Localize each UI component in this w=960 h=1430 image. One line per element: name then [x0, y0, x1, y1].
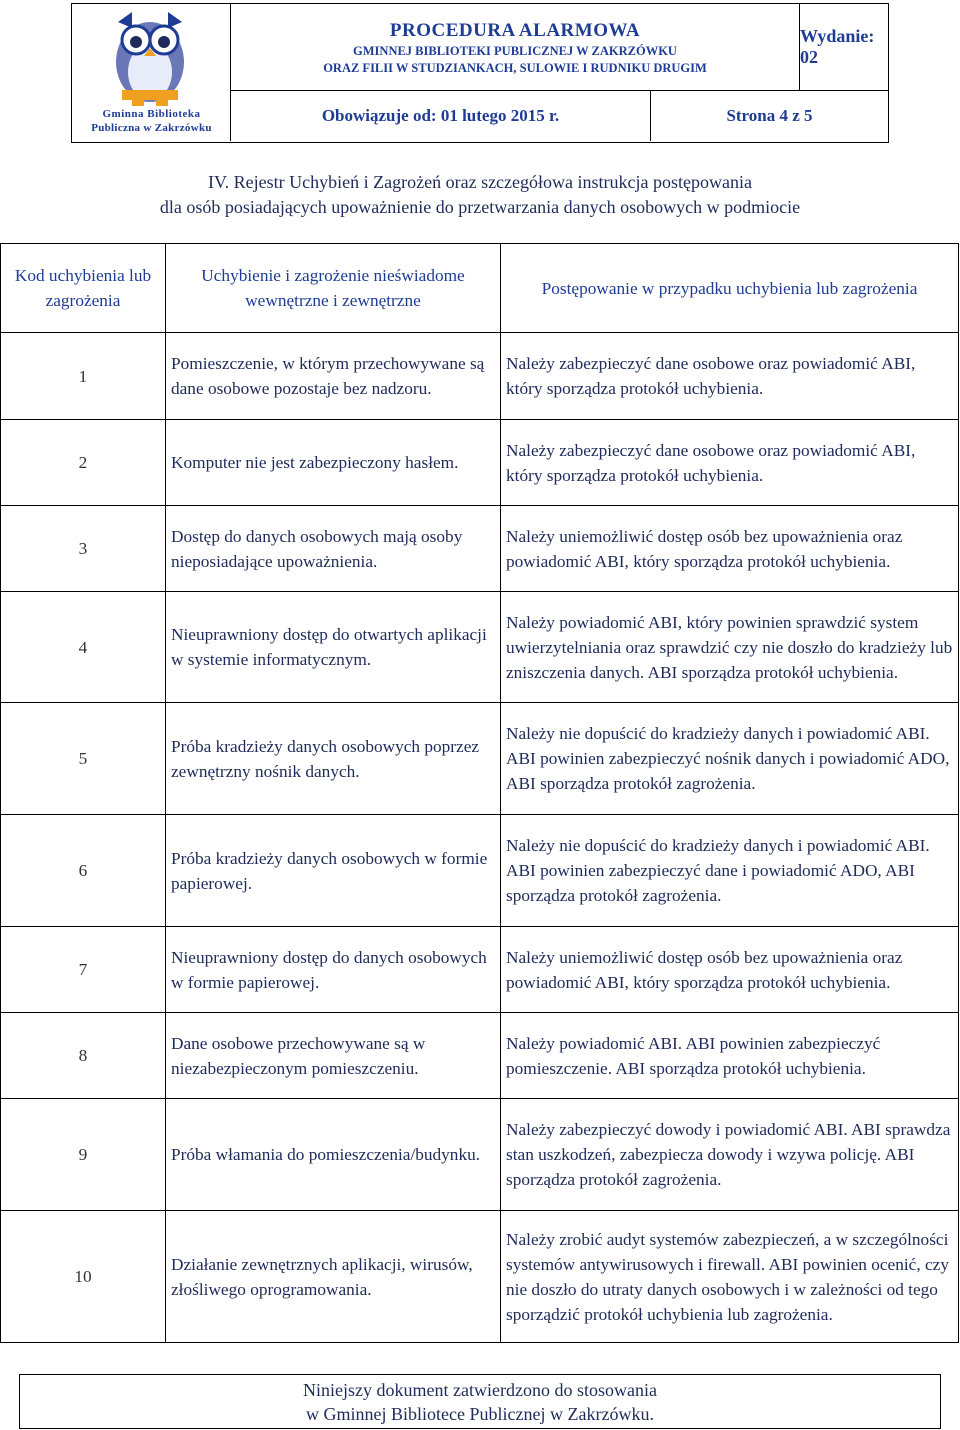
document-subtitle-1: GMINNEJ BIBLIOTEKI PUBLICZNEJ W ZAKRZÓWKU [353, 44, 677, 58]
row-description: Pomieszczenie, w którym przechowywane są dane osobowe pozostaje bez nadzoru. [166, 333, 501, 420]
approval-footer [19, 1374, 941, 1429]
row-description: Dane osobowe przechowywane są w niezabezpieczonym pomieszczeniu. [166, 1013, 501, 1099]
document-title: PROCEDURA ALARMOWA [389, 20, 641, 41]
table-header-row [1, 244, 959, 333]
row-description: Próba włamania do pomieszczenia/budynku. [166, 1099, 501, 1211]
row-action: Należy nie dopuścić do kradzieży danych i powiadomić ABI. ABI powinien zabezpieczyć nośnik danych i powiadomić ADO, ABI sporządza protokół zagrożenia. [501, 703, 959, 815]
row-description: Próba kradzieży danych osobowych poprzez zewnętrzny nośnik danych. [166, 703, 501, 815]
row-code: 2 [1, 420, 166, 506]
header-action: Postępowanie w przypadku uchybienia lub zagrożenia [501, 244, 959, 333]
header-description: Uchybienie i zagrożenie nieświadome wewnętrzne i zewnętrzne [166, 244, 501, 333]
page-number-cell [651, 91, 888, 141]
row-action: Należy uniemożliwić dostęp osób bez upoważnienia oraz powiadomić ABI, który sporządza protokół uchybienia. [501, 927, 959, 1013]
table-row [1, 1099, 959, 1211]
row-action: Należy zabezpieczyć dowody i powiadomić ABI. ABI sprawdza stan uszkodzeń, zabezpiecza dowody i wzywa policję. ABI sporządza protokół zagrożenia. [501, 1099, 959, 1211]
row-action: Należy zabezpieczyć dane osobowe oraz powiadomić ABI, który sporządza protokół uchybienia. [501, 333, 959, 420]
library-logo [72, 4, 231, 141]
row-description: Działanie zewnętrznych aplikacji, wirusów, złośliwego oprogramowania. [166, 1211, 501, 1343]
owl-logo-icon [72, 4, 229, 108]
table-row [1, 420, 959, 506]
valid-from-label: Obowiązuje od: 01 lutego 2015 r. [321, 106, 560, 125]
row-code: 7 [1, 927, 166, 1013]
row-code: 8 [1, 1013, 166, 1099]
row-code: 4 [1, 592, 166, 703]
incident-register-table [0, 243, 959, 1343]
row-action: Należy nie dopuścić do kradzieży danych i powiadomić ABI. ABI powinien zabezpieczyć dane i powiadomić ADO, ABI sporządza protokół zagrożenia. [501, 815, 959, 927]
row-code: 5 [1, 703, 166, 815]
section-heading-line2: dla osób posiadających upoważnienie do przetwarzania danych osobowych w podmiocie [159, 197, 801, 217]
table-row [1, 703, 959, 815]
row-description: Dostęp do danych osobowych mają osoby nieposiadające upoważnienia. [166, 506, 501, 592]
document-header [71, 3, 889, 143]
table-row [1, 1211, 959, 1343]
valid-from-cell [231, 91, 651, 141]
edition-label: Wydanie: 02 [800, 26, 875, 67]
table-row [1, 592, 959, 703]
row-code: 9 [1, 1099, 166, 1211]
row-action: Należy powiadomić ABI. ABI powinien zabezpieczyć pomieszczenie. ABI sporządza protokół uchybienia. [501, 1013, 959, 1099]
page-number-label: Strona 4 z 5 [726, 106, 813, 125]
footer-line1: Niniejszy dokument zatwierdzono do stosowania [303, 1380, 657, 1400]
row-description: Komputer nie jest zabezpieczony hasłem. [166, 420, 501, 506]
logo-text-line1: Gminna Biblioteka [102, 108, 201, 120]
section-heading-line1: IV. Rejestr Uchybień i Zagrożeń oraz szczegółowa instrukcja postępowania [208, 172, 752, 192]
section-heading [0, 170, 960, 220]
table-row [1, 1013, 959, 1099]
header-code: Kod uchybienia lub zagrożenia [1, 244, 166, 333]
row-description: Nieuprawniony dostęp do otwartych aplikacji w systemie informatycznym. [166, 592, 501, 703]
row-code: 6 [1, 815, 166, 927]
logo-text-line2: Publiczna w Zakrzówku [91, 122, 212, 134]
document-subtitle-2: ORAZ FILII W STUDZIANKACH, SULOWIE I RUDNIKU DRUGIM [323, 61, 707, 75]
table-row [1, 815, 959, 927]
table-row [1, 927, 959, 1013]
row-action: Należy zabezpieczyć dane osobowe oraz powiadomić ABI, który sporządza protokół uchybienia. [501, 420, 959, 506]
table-row [1, 506, 959, 592]
row-action: Należy uniemożliwić dostęp osób bez upoważnienia oraz powiadomić ABI, który sporządza protokół uchybienia. [501, 506, 959, 592]
row-action: Należy zrobić audyt systemów zabezpieczeń, a w szczególności systemów antywirusowych i firewall. ABI powinien ocenić, czy nie doszło do utraty danych osobowych i w zależności od tego sporządzić protokół uchybienia lub zagrożenia. [501, 1211, 959, 1343]
row-code: 10 [1, 1211, 166, 1343]
edition-cell [800, 4, 888, 91]
footer-line2: w Gminnej Bibliotece Publicznej w Zakrzówku. [306, 1404, 654, 1424]
row-code: 1 [1, 333, 166, 420]
header-title-cell [231, 4, 800, 91]
table-row [1, 333, 959, 420]
row-action: Należy powiadomić ABI, który powinien sprawdzić system uwierzytelniania oraz sprawdzić czy nie doszło do kradzieży lub zniszczenia danych. ABI sporządza protokół uchybienia. [501, 592, 959, 703]
row-description: Próba kradzieży danych osobowych w formie papierowej. [166, 815, 501, 927]
row-code: 3 [1, 506, 166, 592]
row-description: Nieuprawniony dostęp do danych osobowych w formie papierowej. [166, 927, 501, 1013]
